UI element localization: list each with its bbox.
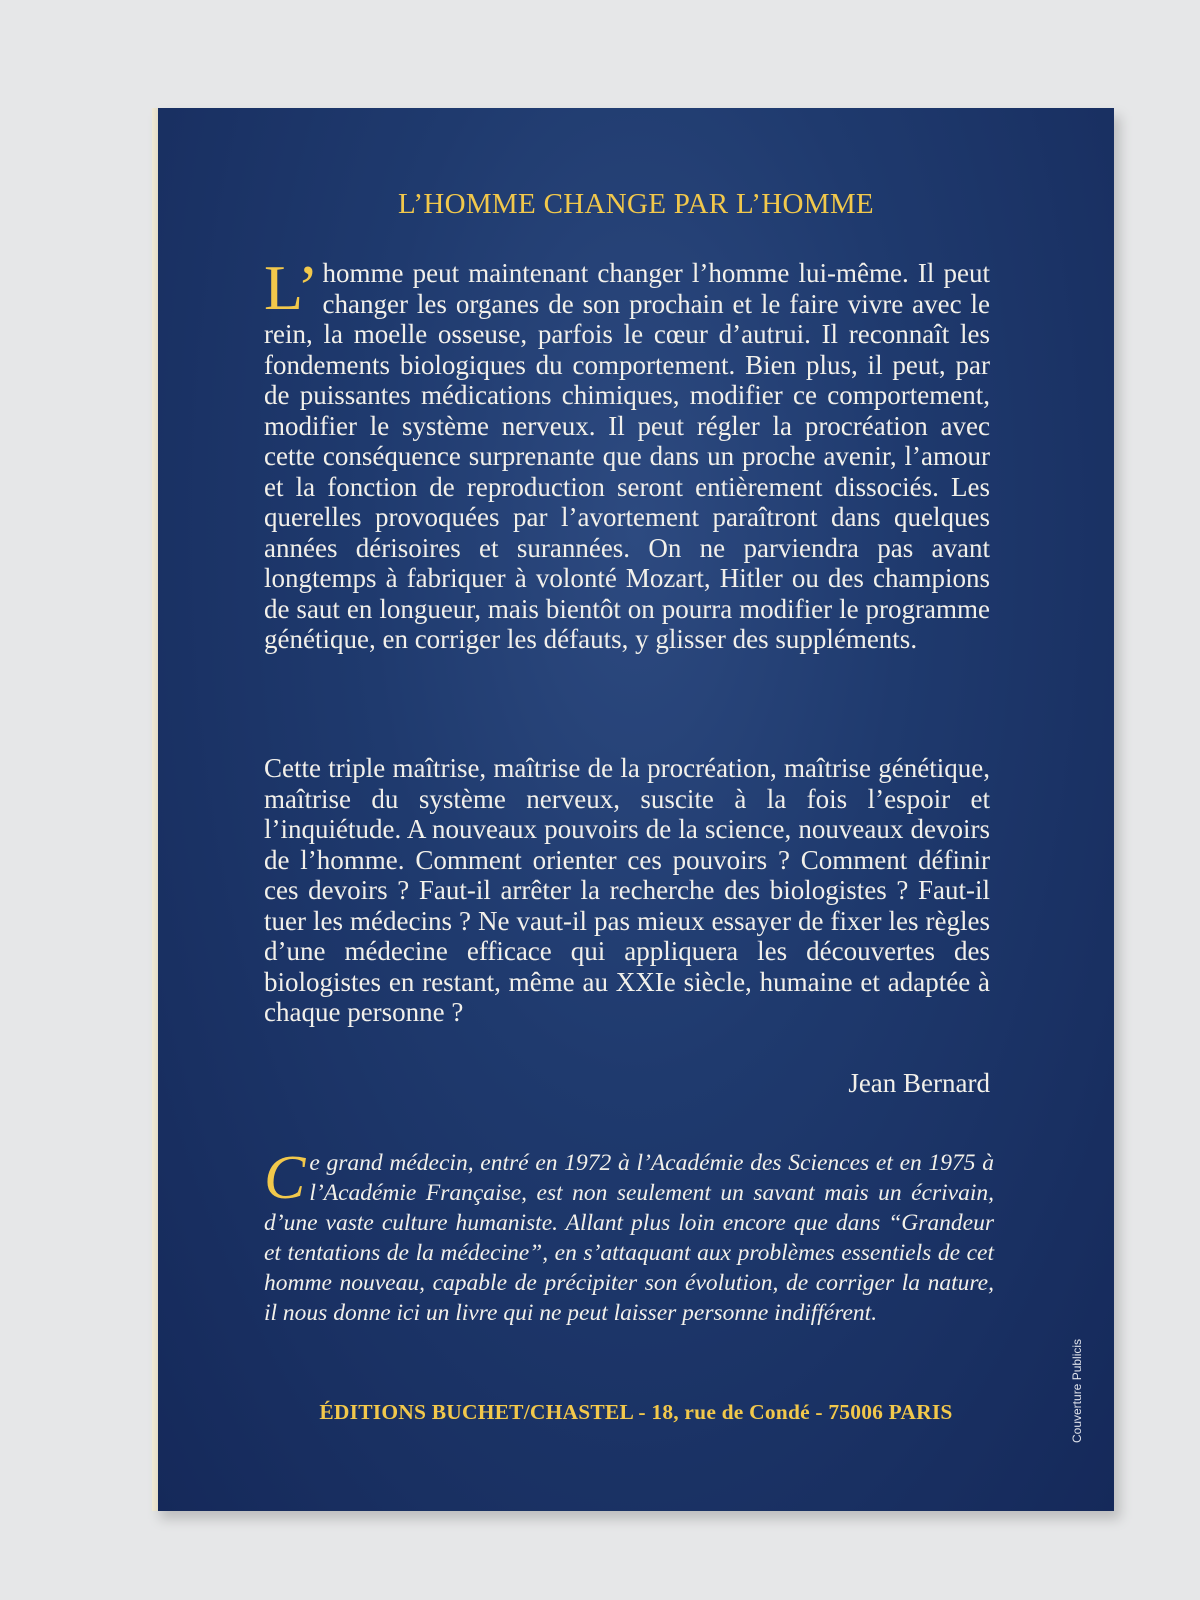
dropcap-c: C [264, 1144, 306, 1212]
cover-credit: Couverture Publicis [1070, 1338, 1084, 1443]
book-back-cover [158, 108, 1114, 1511]
author-signature: Jean Bernard [848, 1068, 990, 1098]
main-paragraph-2 [264, 753, 990, 1028]
main-paragraph-1 [264, 252, 990, 655]
cover-title: L’HOMME CHANGE PAR L’HOMME [398, 188, 874, 220]
paragraph-2-text: Cette triple maîtrise, maîtrise de la procréation, maîtrise génétique, maîtrise du système nerveux, suscite à la fois l’espoir et l’inquiétude. A nouveaux pouvoirs de la science, nouveaux devoirs de l’homme. Comment orienter ces pouvoirs ? Comment définir ces devoirs ? Faut-il arrêter la recherche des biologistes ? Faut-il tuer les médecins ? Ne vaut-il pas mieux essayer de fixer les règles d’une médecine efficace qui appliquera les découvertes des biologistes en restant, même au XXIe siècle, humaine et adaptée à chaque personne ? [264, 753, 990, 1027]
dropcap-l: L’ [264, 252, 319, 323]
author-bio [264, 1144, 994, 1328]
publisher-line: ÉDITIONS BUCHET/CHASTEL - 18, rue de Condé - 75006 PARIS [319, 1400, 953, 1424]
paragraph-1-text: homme peut maintenant changer l’homme lui-même. Il peut changer les organes de son prochain et le faire vivre avec le rein, la moelle osseuse, parfois le cœur d’autrui. Il reconnaît les fondements biologiques du comportement. Bien plus, il peut, par de puissantes médications chimiques, modifier ce comportement, modifier le système nerveux. Il peut régler la procréation avec cette conséquence surprenante que dans un proche avenir, l’amour et la fonction de reproduction seront entièrement dissociés. Les querelles provoquées par l’avortement paraîtront dans quelques années dérisoires et surannées. On ne parviendra pas avant longtemps à fabriquer à volonté Mozart, Hitler ou des champions de saut en longueur, mais bientôt on pourra modifier le programme génétique, en corriger les défauts, y glisser des suppléments. [264, 258, 990, 654]
bio-text: e grand médecin, entré en 1972 à l’Académie des Sciences et en 1975 à l’Académie Française, est non seulement un savant mais un écrivain, d’une vaste culture humaniste. Allant plus loin encore que dans “Grandeur et tentations de la médecine”, en s’attaquant aux problèmes essentiels de cet homme nouveau, capable de précipiter son évolution, de corriger la nature, il nous donne ici un livre qui ne peut laisser personne indifférent. [264, 1150, 994, 1326]
